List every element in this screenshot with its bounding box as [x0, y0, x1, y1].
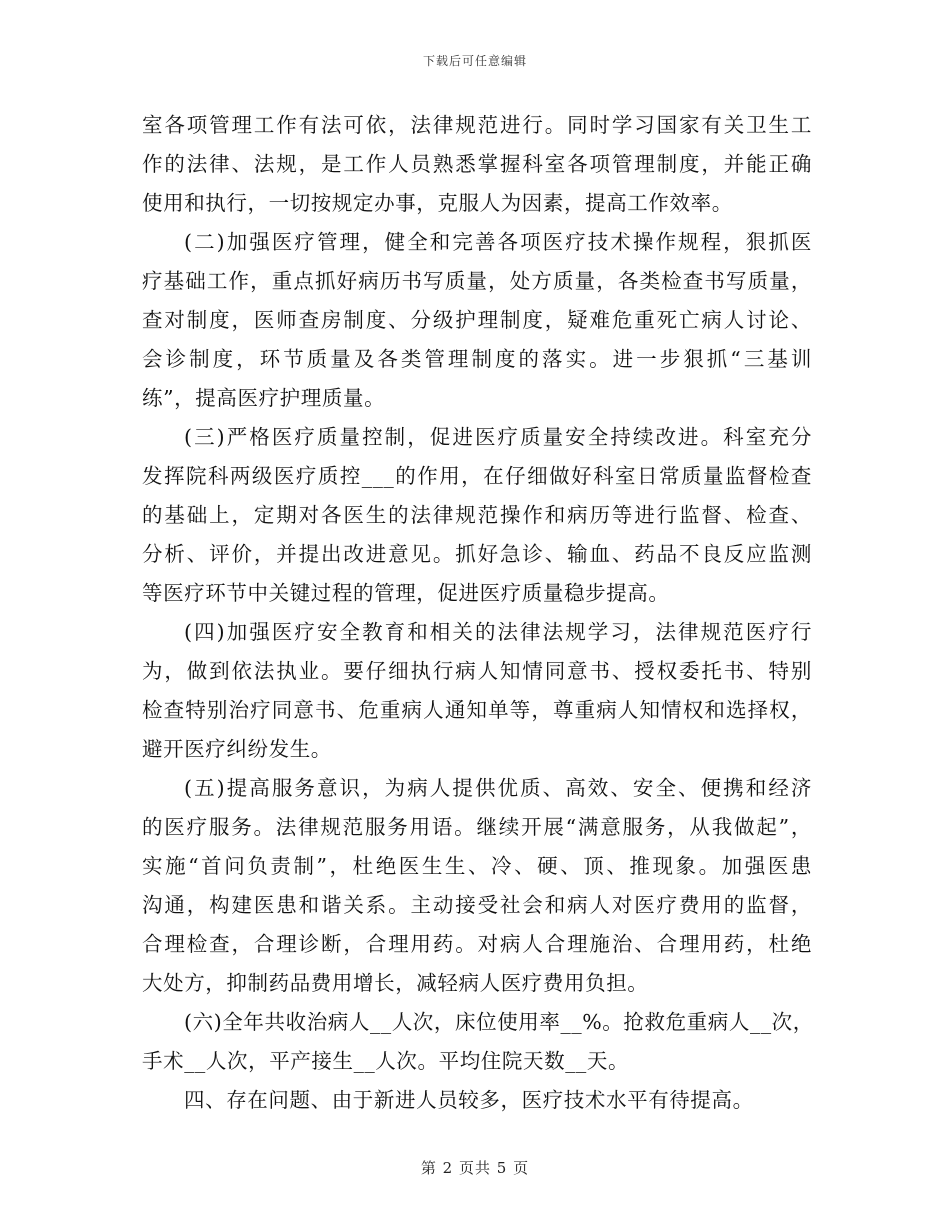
text-line: 检查特别治疗同意书、危重病人通知单等，尊重病人知情权和选择权，	[142, 698, 812, 722]
page-header: 下载后可任意编辑	[422, 54, 527, 68]
text-line: 的基础上，定期对各医生的法律规范操作和病历等进行监督、检查、	[142, 503, 812, 527]
paragraph-5	[142, 769, 812, 1003]
page-number: 第 2 页共 5 页	[420, 1159, 530, 1177]
paragraph-7	[142, 1081, 812, 1120]
document-body	[142, 106, 812, 1120]
paragraph-1	[142, 106, 812, 223]
text-line: 作的法律、法规，是工作人员熟悉掌握科室各项管理制度，并能正确	[142, 152, 812, 176]
text-line: (二)加强医疗管理，健全和完善各项医疗技术操作规程，狠抓医	[184, 230, 812, 254]
text-line: (六)全年共收治病人__人次，床位使用率__%。抢救危重病人__次，	[184, 1010, 814, 1034]
paragraph-2	[142, 223, 812, 418]
text-line: 疗基础工作，重点抓好病历书写质量，处方质量，各类检查书写质量，	[142, 269, 812, 293]
text-line: 手术__人次，平产接生__人次。平均住院天数__天。	[142, 1049, 630, 1073]
text-line: 沟通，构建医患和谐关系。主动接受社会和病人对医疗费用的监督，	[142, 893, 812, 917]
paragraph-3	[142, 418, 812, 613]
text-line: 实施“首问负责制”，杜绝医生生、冷、硬、顶、推现象。加强医患	[142, 854, 812, 878]
text-line: 大处方，抑制药品费用增长，减轻病人医疗费用负担。	[142, 971, 649, 995]
text-line: 查对制度，医师查房制度、分级护理制度，疑难危重死亡病人讨论、	[142, 308, 812, 332]
text-line: (三)严格医疗质量控制，促进医疗质量安全持续改进。科室充分	[184, 425, 812, 449]
text-line: 会诊制度，环节质量及各类管理制度的落实。进一步狠抓“三基训	[142, 347, 812, 371]
text-line: 发挥院科两级医疗质控___的作用，在仔细做好科室日常质量监督检查	[142, 464, 812, 488]
text-line: 使用和执行，一切按规定办事，克服人为因素，提高工作效率。	[142, 191, 733, 215]
text-line: 的医疗服务。法律规范服务用语。继续开展“满意服务，从我做起”，	[142, 815, 812, 839]
text-line: 避开医疗纠纷发生。	[142, 737, 332, 761]
paragraph-6	[142, 1003, 812, 1081]
text-line: 等医疗环节中关键过程的管理，促进医疗质量稳步提高。	[142, 581, 670, 605]
text-line: 分析、评价，并提出改进意见。抓好急诊、输血、药品不良反应监测	[142, 542, 812, 566]
text-line: 四、存在问题、由于新进人员较多，医疗技术水平有待提高。	[184, 1088, 754, 1112]
text-line: 为，做到依法执业。要仔细执行病人知情同意书、授权委托书、特别	[142, 659, 812, 683]
text-line: (五)提高服务意识，为病人提供优质、高效、安全、便携和经济	[184, 776, 812, 800]
text-line: 室各项管理工作有法可依，法律规范进行。同时学习国家有关卫生工	[142, 113, 812, 137]
text-line: 练”，提高医疗护理质量。	[142, 386, 386, 410]
text-line: (四)加强医疗安全教育和相关的法律法规学习，法律规范医疗行	[184, 620, 812, 644]
text-line: 合理检查，合理诊断，合理用药。对病人合理施治、合理用药，杜绝	[142, 932, 812, 956]
paragraph-4	[142, 613, 812, 769]
